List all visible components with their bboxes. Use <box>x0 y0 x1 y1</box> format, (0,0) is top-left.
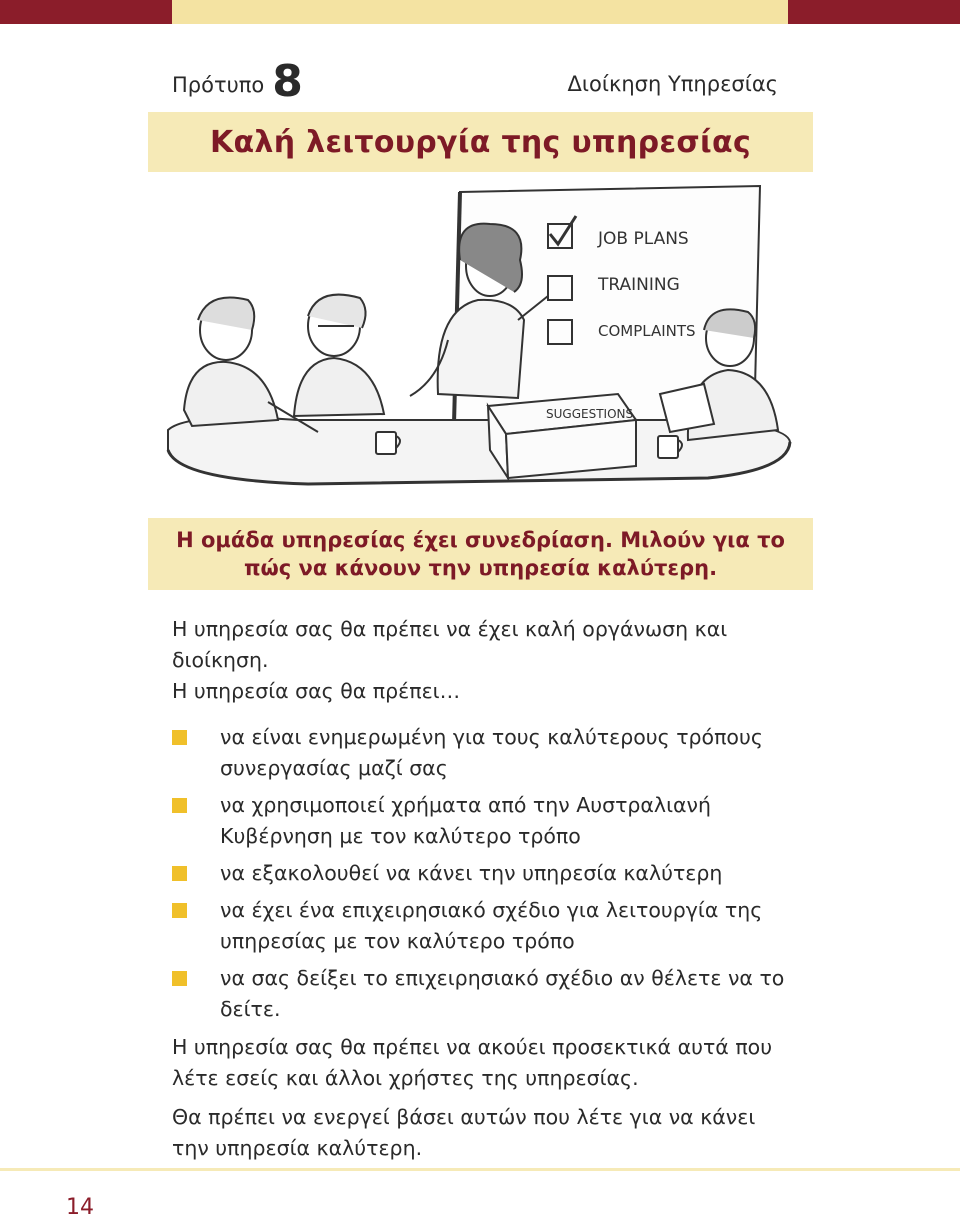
list-item-text: να εξακολουθεί να κάνει την υπηρεσία καλύτερη <box>220 861 723 885</box>
bullet-square-icon <box>172 798 187 813</box>
bullet-square-icon <box>172 730 187 745</box>
page-title: Καλή λειτουργία της υπηρεσίας <box>209 124 752 160</box>
caption-line-2: πώς να κάνουν την υπηρεσία καλύτερη. <box>243 556 718 580</box>
template-label <box>172 56 303 107</box>
mug-left <box>376 432 400 454</box>
body-paragraph-2-text: Η υπηρεσία σας θα πρέπει… <box>172 679 461 703</box>
body-paragraph-4: Θα πρέπει να ενεργεί βάσει αυτών που λέτε για να κάνει την υπηρεσία καλύτερη. <box>172 1105 756 1160</box>
board-item-2: TRAINING <box>598 275 680 295</box>
list-item <box>172 963 792 1025</box>
top-bar-right <box>788 0 960 24</box>
list-item-text: να σας δείξει το επιχειρησιακό σχέδιο αν θέλετε να το δείτε. <box>220 966 785 1021</box>
list-item <box>172 790 792 852</box>
top-bar-left <box>0 0 172 24</box>
template-number: 8 <box>272 56 303 107</box>
list-item-text: να έχει ένα επιχειρησιακό σχέδιο για λειτουργία της υπηρεσίας με τον καλύτερο τρόπο <box>220 898 763 953</box>
box-label: SUGGESTIONS <box>546 407 634 421</box>
body-paragraph-1 <box>172 614 792 707</box>
page-number: 14 <box>66 1195 94 1220</box>
bottom-rule <box>0 1168 960 1171</box>
board-item-3: COMPLAINTS <box>598 322 696 340</box>
body-paragraph-1-text: Η υπηρεσία σας θα πρέπει να έχει καλή οργάνωση και διοίκηση. <box>172 617 728 672</box>
board-item-1: JOB PLANS <box>598 229 689 249</box>
bullet-square-icon <box>172 971 187 986</box>
top-bar-middle <box>172 0 788 24</box>
list-item <box>172 858 792 889</box>
mug-right <box>658 436 682 458</box>
list-item <box>172 895 792 957</box>
section-label: Διοίκηση Υπηρεσίας <box>567 72 778 96</box>
caption-band <box>148 518 813 590</box>
title-band <box>148 112 813 172</box>
list-item <box>172 722 792 784</box>
body-paragraph-3: Η υπηρεσία σας θα πρέπει να ακούει προσεκτικά αυτά που λέτε εσείς και άλλοι χρήστες της υπηρεσίας. <box>172 1035 773 1090</box>
caption-line-1: Η ομάδα υπηρεσίας έχει συνεδρίαση. Μιλούν για το <box>176 528 785 552</box>
list-item-text: να είναι ενημερωμένη για τους καλύτερους τρόπους συνεργασίας μαζί σας <box>220 725 763 780</box>
bullet-square-icon <box>172 903 187 918</box>
bullet-square-icon <box>172 866 187 881</box>
bullet-list <box>172 722 792 1031</box>
meeting-illustration <box>148 180 813 510</box>
template-label-text: Πρότυπο <box>172 73 265 97</box>
person-left-glasses <box>294 295 384 416</box>
list-item-text: να χρησιμοποιεί χρήματα από την Αυστραλιανή Κυβέρνηση με τον καλύτερο τρόπο <box>220 793 711 848</box>
